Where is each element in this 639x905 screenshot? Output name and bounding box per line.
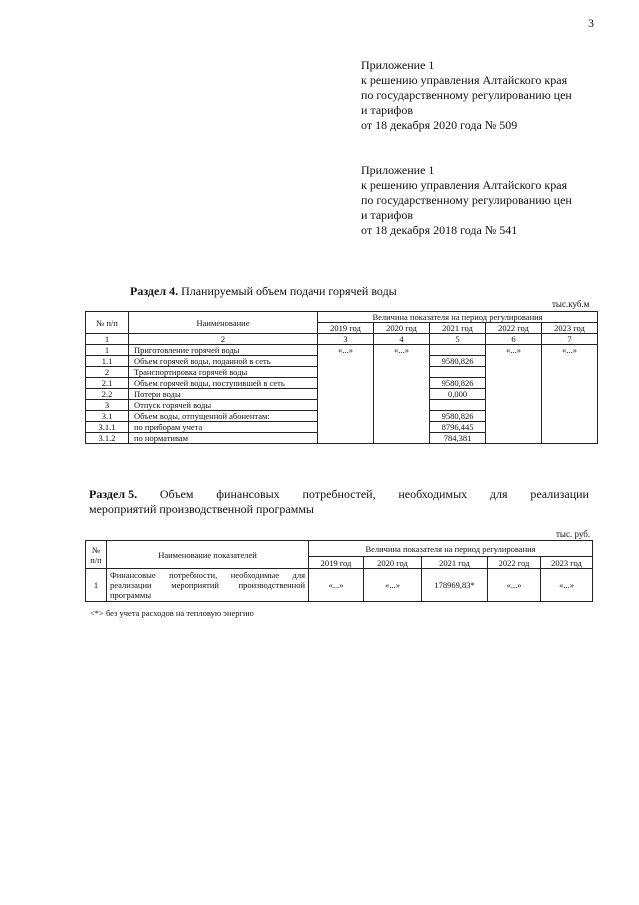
section4-units: тыс.куб.м — [552, 299, 590, 309]
col-num-header: № п/п — [86, 541, 107, 569]
row-name: Приготовление горячей воды — [129, 345, 318, 356]
col-name-header: Наименование — [129, 312, 318, 334]
section5-word: финансовых — [216, 487, 280, 501]
year-header: 2021 год — [422, 557, 488, 569]
value-2020: «...» — [364, 569, 422, 602]
financial-needs-table — [85, 540, 593, 602]
value-2021: 9580,826 — [430, 356, 486, 367]
value-2021 — [430, 367, 486, 378]
value-2019: «...» — [309, 569, 364, 602]
row-name: по приборам учета — [129, 422, 318, 433]
row-num: 2.1 — [86, 378, 129, 389]
year-header: 2019 год — [318, 323, 374, 334]
row-num: 3 — [86, 400, 129, 411]
placeholder-2019: «...» — [318, 345, 374, 444]
section5-title-line1 — [89, 487, 589, 502]
index-cell: 2 — [129, 334, 318, 345]
year-header: 2019 год — [309, 557, 364, 569]
row-name: Потери воды — [129, 389, 318, 400]
row-name: по нормативам — [129, 433, 318, 444]
row-name: Финансовые потребности, необходимые для реализации мероприятий производственной программы — [107, 569, 309, 602]
value-2023: «...» — [541, 569, 593, 602]
appendix-header-previous — [361, 163, 611, 238]
hot-water-volume-table — [85, 311, 598, 444]
appendix-line: Приложение 1 — [361, 163, 435, 177]
index-cell: 4 — [374, 334, 430, 345]
year-header: 2020 год — [374, 323, 430, 334]
index-cell: 5 — [430, 334, 486, 345]
year-header: 2023 год — [541, 557, 593, 569]
section5-word: реализации — [530, 487, 589, 501]
value-2022: «...» — [488, 569, 541, 602]
appendix-line: от 18 декабря 2018 года № 541 — [361, 223, 518, 237]
appendix-line: к решению управления Алтайского края — [361, 178, 568, 192]
col-num-header: № п/п — [86, 312, 129, 334]
placeholder-2022: «...» — [486, 345, 542, 444]
section4-title — [130, 284, 397, 299]
appendix-header-current — [361, 58, 611, 133]
index-row — [86, 334, 598, 345]
appendix-line: и тарифов — [361, 208, 414, 222]
value-2021 — [430, 400, 486, 411]
placeholder-2023: «...» — [542, 345, 598, 444]
section5-word: для — [489, 487, 508, 501]
value-2021: 9580,826 — [430, 378, 486, 389]
row-name: Транспортировка горячей воды — [129, 367, 318, 378]
row-name: Отпуск горячей воды — [129, 400, 318, 411]
row-num: 1.1 — [86, 356, 129, 367]
index-cell: 3 — [318, 334, 374, 345]
row-num: 2.2 — [86, 389, 129, 400]
year-header: 2023 год — [542, 323, 598, 334]
row-name: Объем воды, отпущенной абонентам: — [129, 411, 318, 422]
row-num: 3.1.2 — [86, 433, 129, 444]
appendix-line: по государственному регулированию цен — [361, 88, 572, 102]
index-cell: 6 — [486, 334, 542, 345]
placeholder-2020: «...» — [374, 345, 430, 444]
index-cell: 7 — [542, 334, 598, 345]
value-2021: 8796,445 — [430, 422, 486, 433]
row-num: 1 — [86, 569, 107, 602]
year-header: 2022 год — [488, 557, 541, 569]
section5-label: Раздел 5. — [89, 487, 138, 501]
section5-word: потребностей, — [302, 487, 376, 501]
row-num: 2 — [86, 367, 129, 378]
table-row — [86, 345, 598, 356]
col-name-header: Наименование показателей — [107, 541, 309, 569]
index-cell: 1 — [86, 334, 129, 345]
section4-label: Раздел 4. — [130, 284, 179, 298]
appendix-line: и тарифов — [361, 103, 414, 117]
year-header: 2022 год — [486, 323, 542, 334]
appendix-line: к решению управления Алтайского края — [361, 73, 568, 87]
row-name: Объем горячей воды, поданной в сеть — [129, 356, 318, 367]
appendix-line: по государственному регулированию цен — [361, 193, 572, 207]
section5-word: Объем — [159, 487, 194, 501]
footnote: <*> без учета расходов на тепловую энергию — [90, 608, 254, 618]
row-name: Объем горячей воды, поступившей в сеть — [129, 378, 318, 389]
table-row — [86, 569, 593, 602]
section5-title-line2: мероприятий производственной программы — [89, 502, 314, 516]
section4-heading: Планируемый объем подачи горячей воды — [181, 284, 397, 298]
row-num: 3.1 — [86, 411, 129, 422]
value-2021: 0,000 — [430, 389, 486, 400]
row-num: 1 — [86, 345, 129, 356]
year-header: 2020 год — [364, 557, 422, 569]
section5-title — [89, 487, 589, 517]
row-num: 3.1.1 — [86, 422, 129, 433]
appendix-line: от 18 декабря 2020 года № 509 — [361, 118, 518, 132]
value-2021: 178969,83* — [422, 569, 488, 602]
section5-units: тыс. руб. — [556, 529, 591, 539]
value-2021: 9580,826 — [430, 411, 486, 422]
col-period-header: Величина показателя на период регулирования — [318, 312, 598, 323]
value-2021 — [430, 345, 486, 356]
section5-word: необходимых — [398, 487, 468, 501]
year-header: 2021 год — [430, 323, 486, 334]
appendix-line: Приложение 1 — [361, 58, 435, 72]
col-period-header: Величина показателя на период регулирования — [309, 541, 593, 557]
page-number: 3 — [588, 16, 594, 30]
value-2021: 784,381 — [430, 433, 486, 444]
